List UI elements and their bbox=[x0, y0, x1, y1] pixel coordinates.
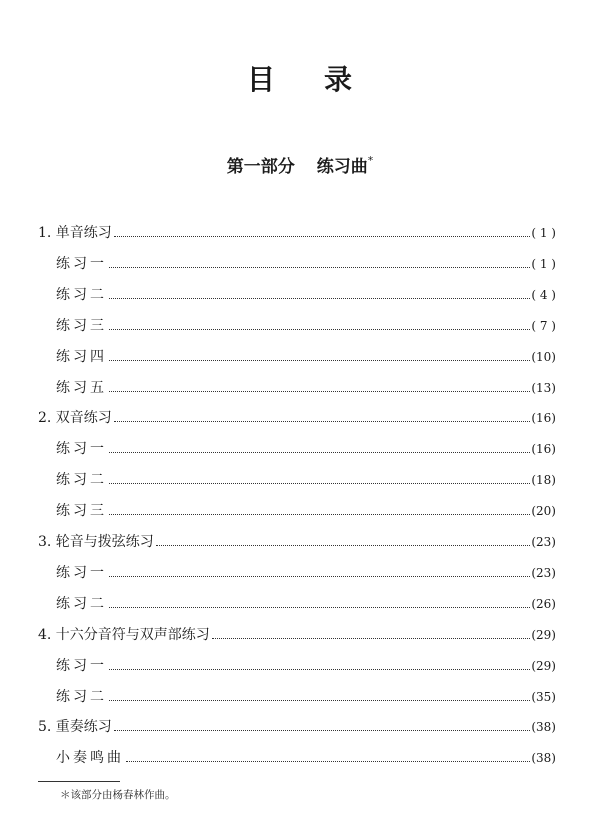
toc-section[interactable] bbox=[38, 401, 556, 427]
toc-label: 练习三 bbox=[56, 317, 107, 334]
footnote-marker: * bbox=[367, 154, 374, 167]
toc-page-number: (38) bbox=[531, 720, 556, 735]
dot-leader bbox=[114, 730, 531, 731]
toc-page-number: (38) bbox=[531, 751, 556, 766]
toc-page-number: (13) bbox=[531, 380, 556, 395]
footnote-rule bbox=[38, 781, 120, 782]
toc-label: 小奏鸣曲 bbox=[56, 750, 124, 767]
toc-entry[interactable] bbox=[56, 309, 556, 335]
dot-leader bbox=[109, 607, 530, 608]
dot-leader bbox=[114, 421, 531, 422]
dot-leader bbox=[212, 638, 531, 639]
dot-leader bbox=[156, 545, 531, 546]
toc-entry[interactable] bbox=[56, 587, 556, 613]
page-title-char-2: 录 bbox=[324, 63, 354, 96]
toc-page-number: ( 1 ) bbox=[531, 226, 556, 240]
part-name: 练习曲 bbox=[316, 157, 368, 177]
toc-entry[interactable] bbox=[56, 247, 556, 273]
part-heading bbox=[0, 152, 600, 177]
toc-label: 1. 单音练习 bbox=[38, 225, 112, 241]
dot-leader bbox=[109, 298, 530, 299]
dot-leader bbox=[109, 360, 530, 361]
toc-page-number: (23) bbox=[531, 565, 556, 580]
toc-page-number: (29) bbox=[531, 627, 556, 642]
toc-label: 3. 轮音与拨弦练习 bbox=[38, 534, 154, 550]
dot-leader bbox=[109, 267, 530, 268]
toc-page-number: (18) bbox=[531, 473, 556, 488]
toc-page-number: ( 4 ) bbox=[531, 287, 556, 302]
page-title-char-1: 目 bbox=[246, 63, 276, 96]
toc-section[interactable] bbox=[38, 618, 556, 644]
toc-entry[interactable] bbox=[56, 371, 556, 397]
toc-label: 练习二 bbox=[56, 472, 107, 489]
toc-entry[interactable] bbox=[56, 649, 556, 675]
dot-leader bbox=[109, 483, 530, 484]
toc-label: 练习二 bbox=[56, 688, 107, 705]
toc-page-number: (16) bbox=[531, 411, 556, 426]
toc-label: 练习一 bbox=[56, 255, 107, 272]
dot-leader bbox=[109, 576, 530, 577]
toc-label: 练习一 bbox=[56, 441, 107, 458]
toc-page-number: (29) bbox=[531, 658, 556, 673]
toc-page-number: (16) bbox=[531, 442, 556, 457]
toc-label: 练习五 bbox=[56, 379, 107, 396]
toc-page-number: ( 1 ) bbox=[531, 256, 556, 271]
toc-label: 练习二 bbox=[56, 286, 107, 303]
toc-entry[interactable] bbox=[56, 494, 556, 520]
toc-entry[interactable] bbox=[56, 680, 556, 706]
toc-page-number: ( 7 ) bbox=[531, 318, 556, 333]
toc-page-number: (35) bbox=[531, 689, 556, 704]
toc-entry[interactable] bbox=[56, 432, 556, 458]
toc-entry[interactable] bbox=[56, 340, 556, 366]
dot-leader bbox=[114, 236, 531, 237]
toc-label: 练习二 bbox=[56, 595, 107, 612]
dot-leader bbox=[109, 391, 530, 392]
toc-label: 练习一 bbox=[56, 657, 107, 674]
toc-entry[interactable] bbox=[56, 463, 556, 489]
dot-leader bbox=[109, 329, 530, 330]
page-title bbox=[0, 58, 600, 98]
dot-leader bbox=[109, 700, 530, 701]
dot-leader bbox=[109, 669, 530, 670]
toc-entry[interactable] bbox=[56, 556, 556, 582]
toc-page-number: (23) bbox=[531, 535, 556, 549]
toc-page-number: (10) bbox=[531, 349, 556, 364]
toc-entry[interactable] bbox=[56, 278, 556, 304]
toc-label: 5. 重奏练习 bbox=[38, 719, 112, 736]
part-number: 第一部分 bbox=[226, 157, 295, 177]
toc-label: 练习四 bbox=[56, 348, 107, 365]
toc-label: 练习三 bbox=[56, 503, 107, 520]
toc-section[interactable] bbox=[38, 710, 556, 736]
toc-label: 4. 十六分音符与双声部练习 bbox=[38, 626, 210, 643]
toc-page-number: (20) bbox=[531, 504, 556, 519]
dot-leader bbox=[126, 761, 530, 762]
dot-leader bbox=[109, 452, 530, 453]
dot-leader bbox=[109, 514, 530, 515]
toc-label: 2. 双音练习 bbox=[38, 410, 112, 427]
toc-page-number: (26) bbox=[531, 596, 556, 611]
toc-label: 练习一 bbox=[56, 564, 107, 581]
toc-entry[interactable] bbox=[56, 741, 556, 767]
toc-section[interactable] bbox=[38, 525, 556, 551]
toc-section[interactable] bbox=[38, 216, 556, 242]
footnote: ＊该部分由杨春林作曲。 bbox=[60, 789, 176, 801]
